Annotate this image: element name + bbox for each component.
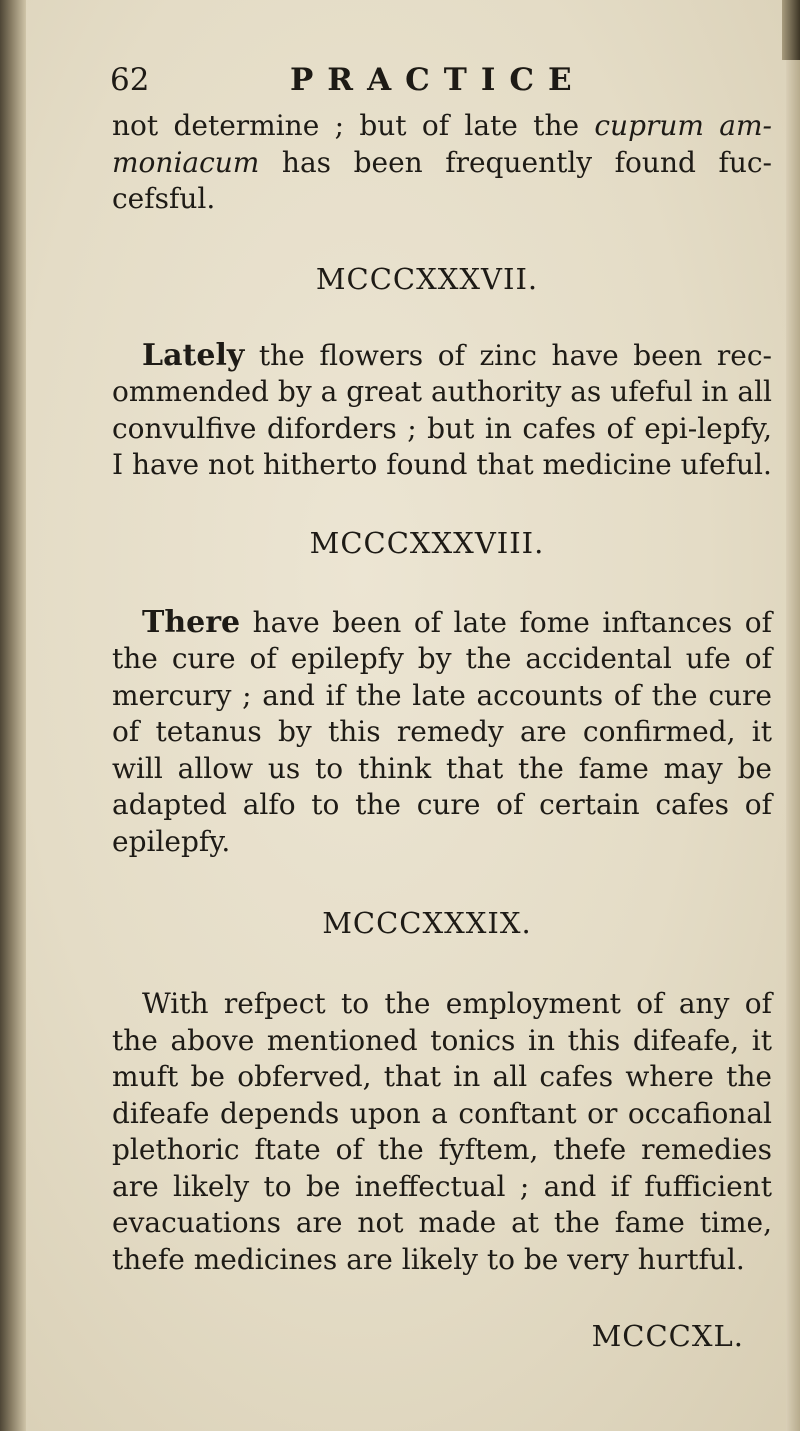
opening-italic-term: cuprum am-moniacum [112, 109, 772, 179]
section-text-1338: have been of late fome inftances of the cure of epilepfy by the accidental ufe of mercury ; and if the late accounts of the cure of tetanus by this remedy are confirmed, it will allow us to think that the fame may be adapted alfo to the cure of certain cafes of epilepfy. [112, 605, 772, 858]
page-corner-shadow [782, 0, 800, 60]
section-number-1338: MCCCXXXVIII. [309, 525, 545, 560]
opening-paragraph [112, 108, 772, 218]
page-binding-shadow [0, 0, 26, 1431]
section-text-1337: the flowers of zinc have been rec-ommended by a great authority as ufeful in all convulfive diforders ; but in cafes of epi-lepfy, I have not hitherto found that medicine ufeful. [112, 338, 772, 481]
page-header [110, 62, 670, 102]
running-head: PRACTICE [290, 62, 586, 98]
section-number-1340: MCCCXL. [591, 1319, 744, 1353]
section-lead-word-1338: There [142, 604, 241, 640]
page-text [112, 108, 772, 1355]
section-paragraph-1337 [112, 338, 772, 484]
page-edge [786, 0, 800, 1431]
section-paragraph-1338 [112, 605, 772, 861]
section-number-1339: MCCCXXXIX. [322, 906, 532, 940]
section-number-1337: MCCCXXXVII. [315, 261, 539, 296]
page-number: 62 [110, 62, 150, 98]
opening-text-part-1: not determine ; but of late the [112, 109, 595, 142]
opening-text-part-2: has been frequently found fuc-cefsful. [112, 145, 772, 215]
section-lead-word-1337: Lately [142, 337, 245, 373]
section-paragraph-1339: With refpect to the employment of any of the above mentioned tonics in this difeafe, it muft be obferved, that in all cafes where the difeafe depends upon a conftant or occafional plethoric ftate of the fyftem, thefe remedies are likely to be ineffectual ; and if fufficient evacuations are not made at the fame time, thefe medicines are likely to be very hurtful. [112, 987, 772, 1276]
